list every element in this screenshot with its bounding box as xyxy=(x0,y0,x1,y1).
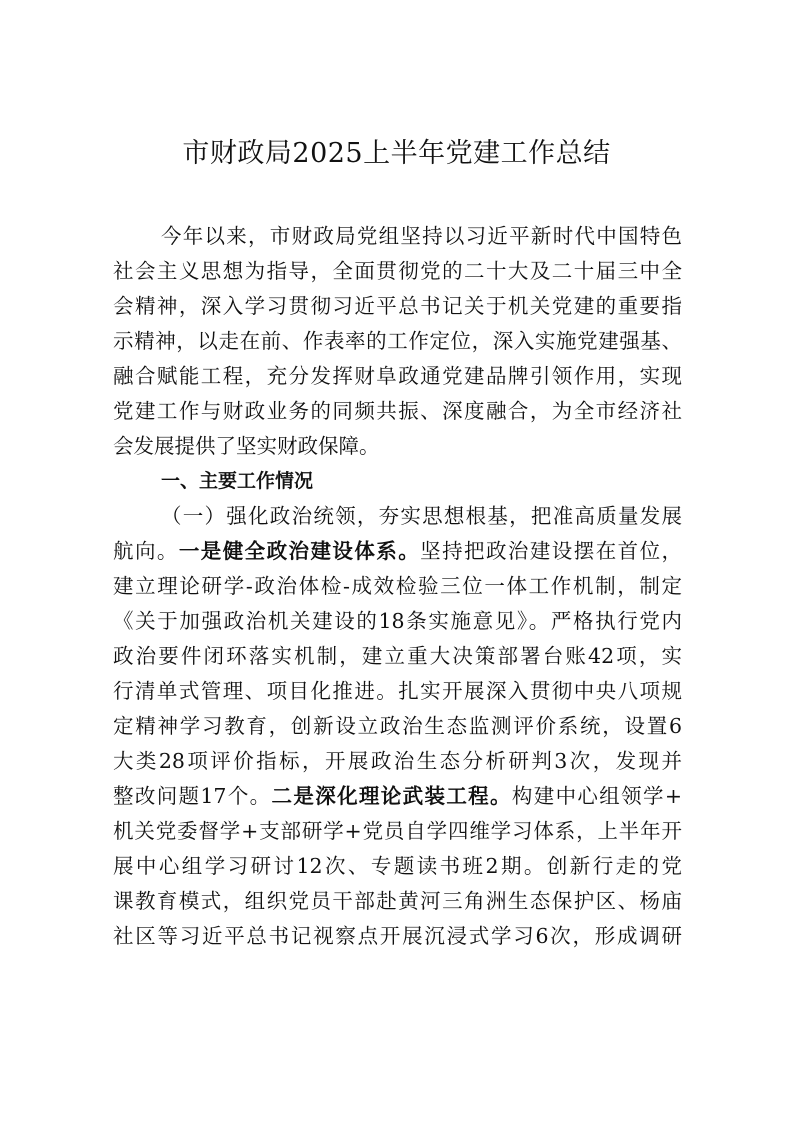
plain-text: 整改问题17个。 xyxy=(113,784,272,808)
bold-point-2: 二是深化理论武装工程。 xyxy=(271,784,512,808)
paragraph-line: 展中心组学习研讨12次、专题读书班2期。创新行走的党 xyxy=(113,854,682,878)
paragraph-line: 大类28项评价指标，开展政治生态分析研判3次，发现并 xyxy=(113,749,682,773)
paragraph-line-mixed xyxy=(113,779,682,814)
bold-point-1: 一是健全政治建设体系。 xyxy=(178,539,421,563)
paragraph-line: 定精神学习教育，创新设立政治生态监测评价系统，设置6 xyxy=(113,714,682,738)
document-title: 市财政局2025上半年党建工作总结 xyxy=(182,138,611,169)
paragraph-line: 《关于加强政治机关建设的18条实施意见》。严格执行党内 xyxy=(113,609,682,633)
paragraph-line: 社会主义思想为指导，全面贯彻党的二十大及二十届三中全 xyxy=(113,259,682,283)
paragraph-line: 会精神，深入学习贯彻习近平总书记关于机关党建的重要指 xyxy=(113,294,682,318)
paragraph-line: 今年以来，市财政局党组坚持以习近平新时代中国特色 xyxy=(161,224,682,248)
paragraph-line: 示精神，以走在前、作表率的工作定位，深入实施党建强基、 xyxy=(113,329,682,353)
paragraph-line: 党建工作与财政业务的同频共振、深度融合，为全市经济社 xyxy=(113,399,682,423)
paragraph-line: 会发展提供了坚实财政保障。 xyxy=(113,434,380,458)
paragraph-line: 建立理论研学-政治体检-成效检验三位一体工作机制，制定 xyxy=(113,574,682,598)
plain-text: 坚持把政治建设摆在首位， xyxy=(420,539,682,563)
subsection-line: （一）强化政治统领，夯实思想根基，把准高质量发展 xyxy=(161,504,682,528)
subsection-line-mixed xyxy=(113,534,682,569)
plain-text: 构建中心组领学+ xyxy=(511,784,682,808)
section-heading: 一、主要工作情况 xyxy=(161,470,314,492)
paragraph-line: 行清单式管理、项目化推进。扎实开展深入贯彻中央八项规 xyxy=(113,679,682,703)
subsection-title-end: 航向。 xyxy=(113,539,179,563)
paragraph-line: 融合赋能工程，充分发挥财阜政通党建品牌引领作用，实现 xyxy=(113,364,682,388)
paragraph-line: 社区等习近平总书记视察点开展沉浸式学习6次，形成调研 xyxy=(113,924,682,948)
paragraph-line: 课教育模式，组织党员干部赴黄河三角洲生态保护区、杨庙 xyxy=(113,889,682,913)
document-body xyxy=(113,219,682,954)
paragraph-line: 机关党委督学+支部研学+党员自学四维学习体系，上半年开 xyxy=(113,819,682,843)
paragraph-line: 政治要件闭环落实机制，建立重大决策部署台账42项，实 xyxy=(113,644,682,668)
